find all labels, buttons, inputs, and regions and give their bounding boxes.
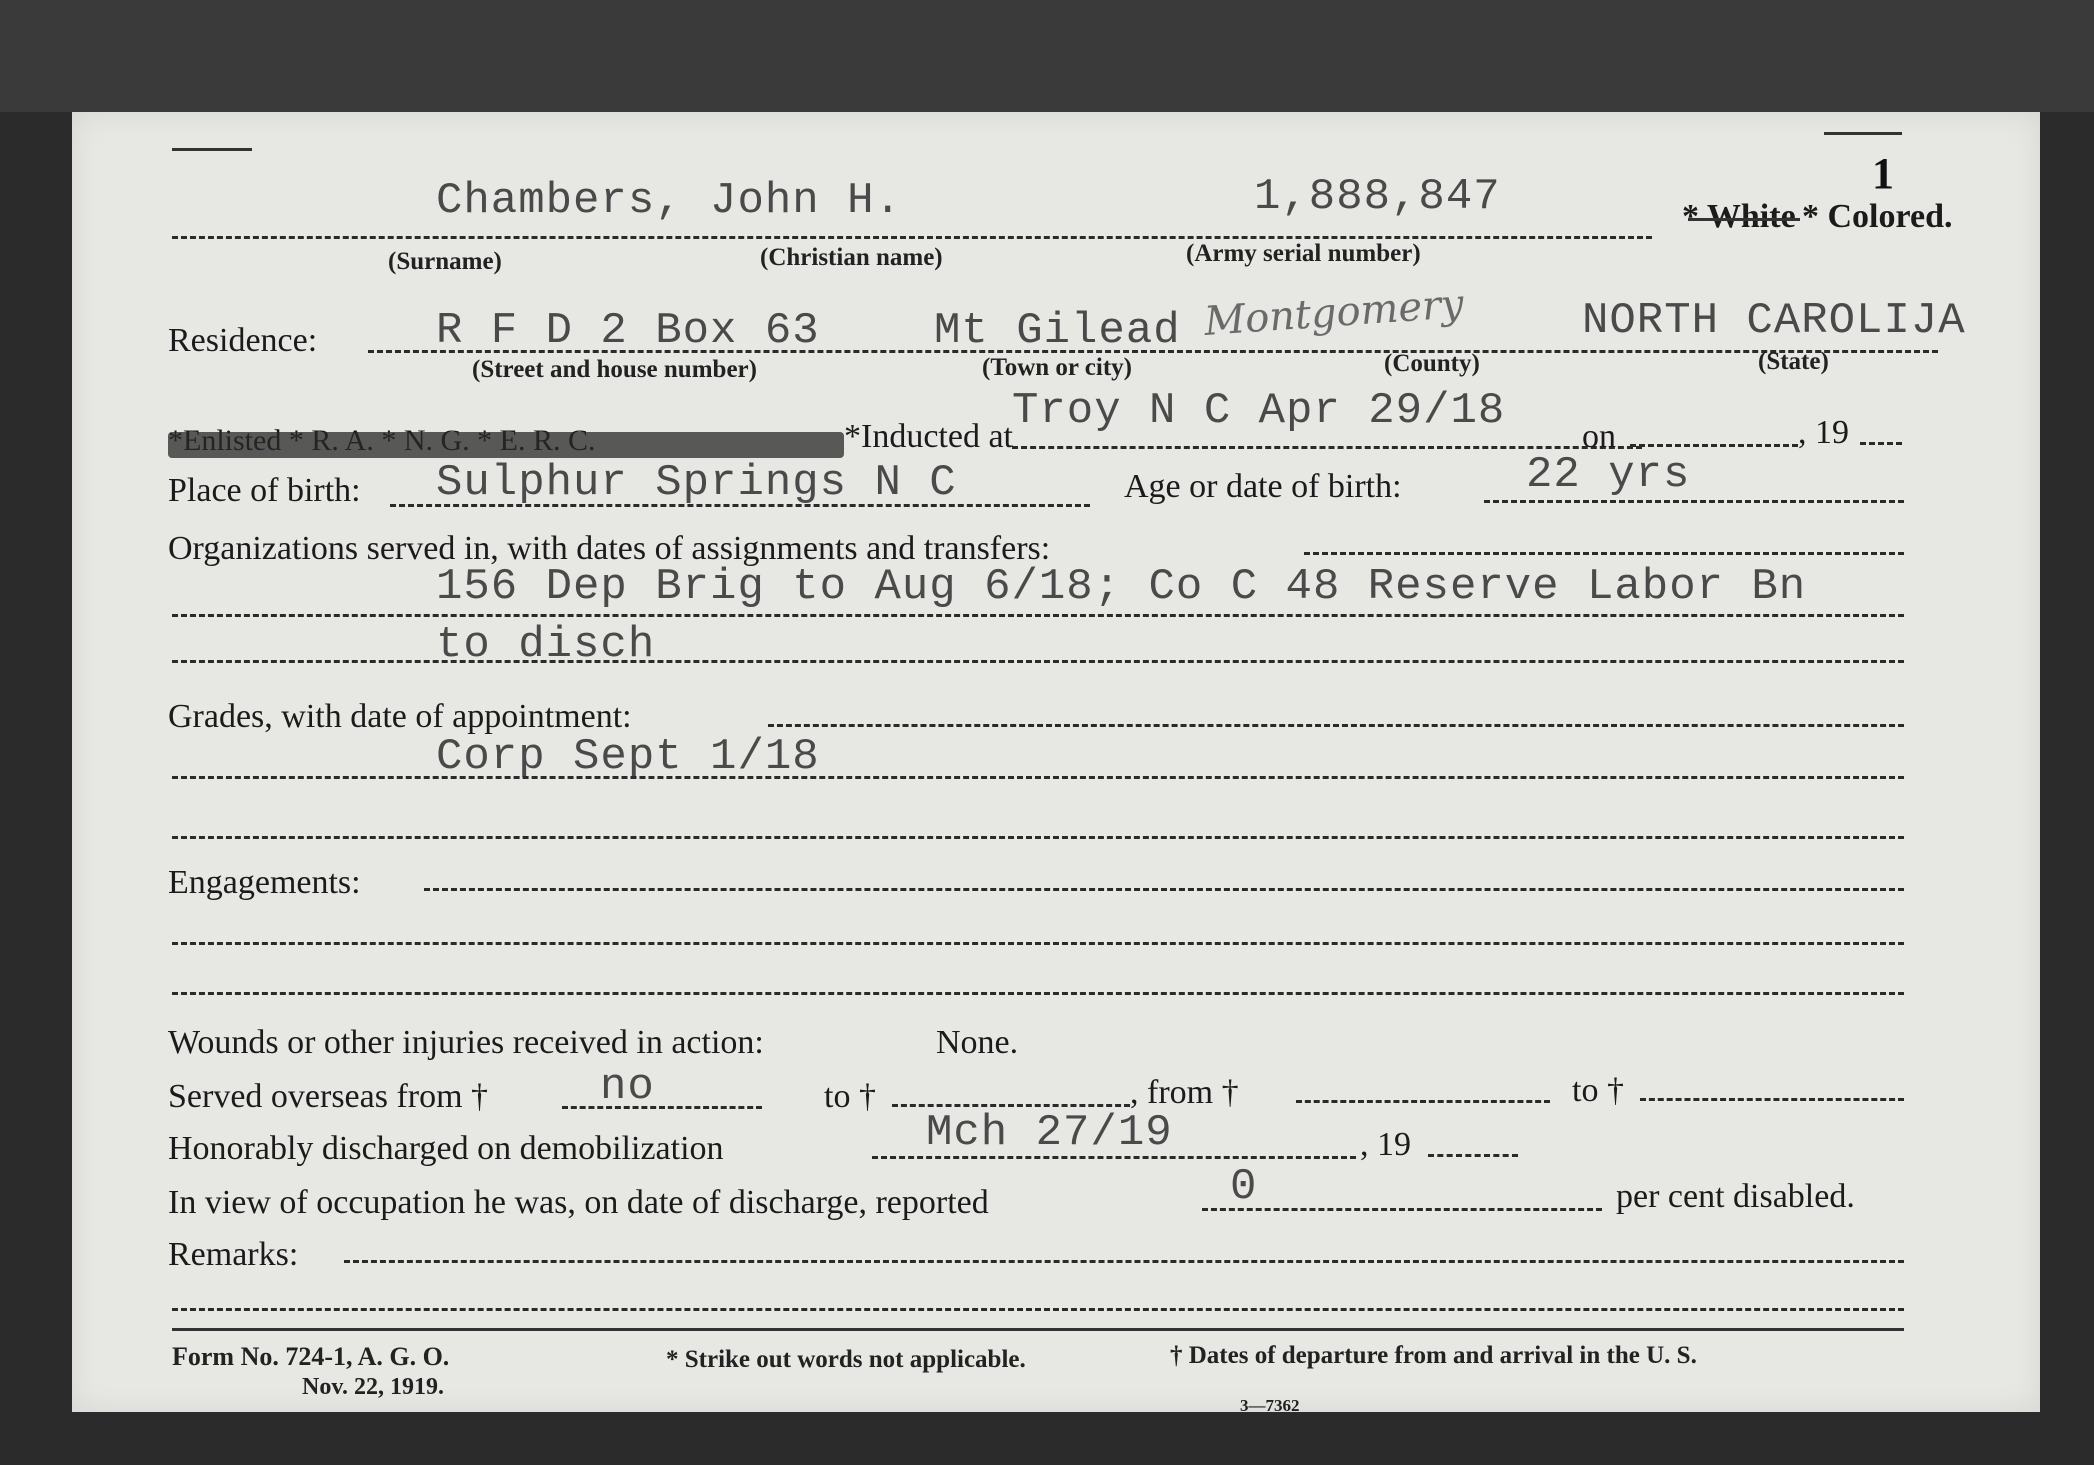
form-date: Nov. 22, 1919. — [302, 1374, 445, 1400]
overseas-line-4 — [1640, 1098, 1904, 1101]
remarks-line-1 — [344, 1260, 1904, 1263]
card-number: 1 — [1872, 149, 1894, 198]
state-value: NORTH CAROLIJA — [1582, 296, 1966, 346]
label-army-serial: (Army serial number) — [1186, 240, 1421, 267]
form-number: Form No. 724-1, A. G. O. — [172, 1342, 450, 1371]
age-line — [1484, 500, 1904, 503]
overseas-label: Served overseas from † — [168, 1078, 489, 1115]
print-code: 3—7362 — [1240, 1396, 1300, 1415]
engagements-label: Engagements: — [168, 864, 361, 901]
county-value: Montgomery — [1202, 280, 1466, 346]
discharge-year-line — [1428, 1154, 1518, 1157]
serial-value: 1,888,847 — [1254, 172, 1501, 222]
engagements-line-0 — [424, 888, 1904, 891]
label-christian-name: (Christian name) — [760, 244, 943, 271]
discharge-value: Mch 27/19 — [926, 1108, 1173, 1158]
organizations-line-2 — [172, 660, 1904, 663]
grades-line-2 — [172, 836, 1904, 839]
street-value: R F D 2 Box 63 — [436, 306, 820, 356]
strike-out-note: * Strike out words not applicable. — [666, 1346, 1026, 1373]
overseas-to-label: to † — [824, 1078, 876, 1115]
on-label: on — [1582, 418, 1616, 455]
service-record-card — [72, 112, 2040, 1415]
on-line — [1630, 444, 1798, 447]
top-left-rule — [172, 148, 252, 151]
label-state: (State) — [1758, 348, 1829, 375]
age-value: 22 yrs — [1526, 450, 1691, 500]
grades-label: Grades, with date of appointment: — [168, 698, 632, 735]
disability-label: In view of occupation he was, on date of discharge, reported — [168, 1184, 989, 1221]
race-white: * White — [1682, 198, 1796, 235]
residence-label: Residence: — [168, 322, 318, 359]
birthplace-value: Sulphur Springs N C — [436, 458, 957, 508]
top-right-rule — [1824, 132, 1902, 135]
overseas-line-1 — [562, 1106, 762, 1109]
organizations-line-1 — [172, 614, 1904, 617]
disability-line — [1202, 1208, 1602, 1211]
name-line — [172, 236, 1652, 239]
discharge-year-label: , 19 — [1360, 1126, 1411, 1163]
grades-line1: Corp Sept 1/18 — [436, 732, 820, 782]
birthplace-line — [390, 504, 1090, 507]
overseas-line-2 — [892, 1104, 1130, 1107]
wounds-label: Wounds or other injuries received in action: — [168, 1024, 764, 1061]
organizations-line-0 — [1304, 552, 1904, 555]
residence-line — [368, 350, 1938, 353]
engagements-line-1 — [172, 942, 1904, 945]
town-value: Mt Gilead — [934, 306, 1181, 356]
inducted-label: *Inducted at — [844, 418, 1013, 455]
discharge-line — [872, 1156, 1356, 1159]
year-line — [1860, 442, 1902, 445]
overseas-to-label-2: to † — [1572, 1072, 1624, 1109]
footer-rule — [172, 1328, 1904, 1331]
overseas-from-label: , from † — [1130, 1074, 1239, 1111]
inducted-line — [1012, 446, 1642, 449]
disability-suffix: per cent disabled. — [1616, 1178, 1855, 1215]
remarks-label: Remarks: — [168, 1236, 299, 1273]
birthplace-label: Place of birth: — [168, 472, 361, 509]
overseas-value: no — [600, 1062, 655, 1112]
organizations-line1: 156 Dep Brig to Aug 6/18; Co C 48 Reserve Labor Bn — [436, 562, 1807, 612]
scan-background-top — [0, 0, 2094, 112]
dagger-note: † Dates of departure from and arrival in the U. S. — [1170, 1342, 1697, 1369]
race-white-strike — [1688, 218, 1800, 221]
grades-line-1 — [172, 776, 1904, 779]
inducted-value: Troy N C Apr 29/18 — [1012, 386, 1506, 436]
surname-value: Chambers, John H. — [436, 176, 902, 226]
age-label: Age or date of birth: — [1124, 468, 1402, 505]
label-surname: (Surname) — [388, 248, 502, 275]
organizations-label: Organizations served in, with dates of assignments and transfers: — [168, 530, 1051, 567]
label-county: (County) — [1384, 350, 1480, 377]
organizations-line2: to disch — [436, 620, 656, 670]
disability-value: 0 — [1230, 1162, 1258, 1212]
grades-line-0 — [768, 724, 1904, 727]
wounds-value: None. — [936, 1024, 1019, 1061]
engagements-line-2 — [172, 992, 1904, 995]
label-street: (Street and house number) — [472, 356, 757, 383]
race-colored: * Colored. — [1802, 198, 1953, 235]
enlisted-strikeout — [168, 432, 844, 458]
overseas-line-3 — [1296, 1100, 1550, 1103]
year-label: , 19 — [1798, 414, 1849, 451]
remarks-line-2 — [172, 1308, 1904, 1311]
label-town: (Town or city) — [982, 354, 1132, 381]
discharge-label: Honorably discharged on demobilization — [168, 1130, 724, 1167]
